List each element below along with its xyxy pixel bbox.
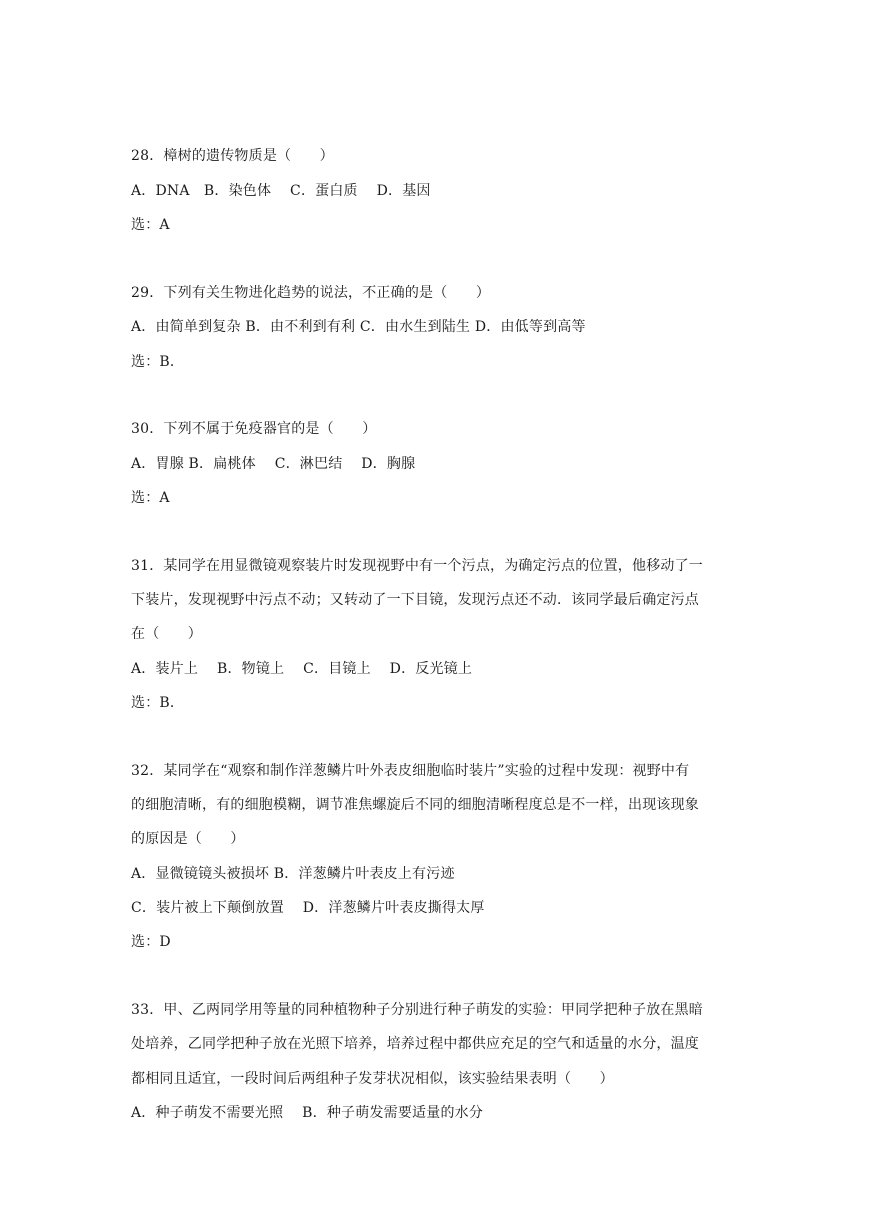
question-33-stem-line-2: 处培养，乙同学把种子放在光照下培养，培养过程中都供应充足的空气和适量的水分，温度 xyxy=(131,1036,699,1052)
question-28-options: A．DNA B．染色体 C．蛋白质 D．基因 xyxy=(131,183,431,199)
question-32-answer: 选：D xyxy=(131,934,171,950)
question-31-options: A．装片上 B．物镜上 C．目镜上 D．反光镜上 xyxy=(131,661,473,677)
question-32-options-line-2: C．装片被上下颠倒放置 D．洋葱鳞片叶表皮撕得太厚 xyxy=(131,900,485,916)
question-29-answer: 选：B． xyxy=(131,354,185,370)
question-29-stem: 29．下列有关生物进化趋势的说法，不正确的是（ ） xyxy=(131,285,491,301)
question-33-stem-line-3: 都相同且适宜，一段时间后两组种子发芽状况相似，该实验结果表明（ ） xyxy=(131,1071,614,1087)
question-31-stem-line-3: 在（ ） xyxy=(131,626,202,642)
question-30-answer: 选：A xyxy=(131,490,170,506)
question-32-stem-line-2: 的细胞清晰，有的细胞模糊，调节准焦螺旋后不同的细胞清晰程度总是不一样，出现该现象 xyxy=(131,797,699,813)
question-28-answer: 选：A xyxy=(131,217,170,233)
question-32-options-line-1: A．显微镜镜头被损坏 B．洋葱鳞片叶表皮上有污迹 xyxy=(131,866,455,882)
question-30-stem: 30．下列不属于免疫器官的是（ ） xyxy=(131,421,377,437)
question-30-options: A．胃腺 B．扁桃体 C．淋巴结 D．胸腺 xyxy=(131,456,416,472)
question-32-stem-line-1: 32．某同学在“观察和制作洋葱鳞片叶外表皮细胞临时装片”实验的过程中发现：视野中有 xyxy=(131,763,690,779)
question-33-stem-line-1: 33．甲、乙两同学用等量的同种植物种子分别进行种子萌发的实验：甲同学把种子放在黑暗 xyxy=(131,1002,704,1018)
question-31-stem-line-2: 下装片，发现视野中污点不动；又转动了一下目镜，发现污点还不动．该同学最后确定污点 xyxy=(131,592,699,608)
question-29-options: A．由简单到复杂 B．由不利到有利 C．由水生到陆生 D．由低等到高等 xyxy=(131,319,586,335)
question-31-answer: 选：B． xyxy=(131,695,185,711)
question-28-stem: 28．樟树的遗传物质是（ ） xyxy=(131,148,334,164)
question-32-stem-line-3: 的原因是（ ） xyxy=(131,831,245,847)
question-31-stem-line-1: 31．某同学在用显微镜观察装片时发现视野中有一个污点，为确定污点的位置，他移动了一 xyxy=(131,558,704,574)
question-33-options: A．种子萌发不需要光照 B．种子萌发需要适量的水分 xyxy=(131,1105,484,1121)
